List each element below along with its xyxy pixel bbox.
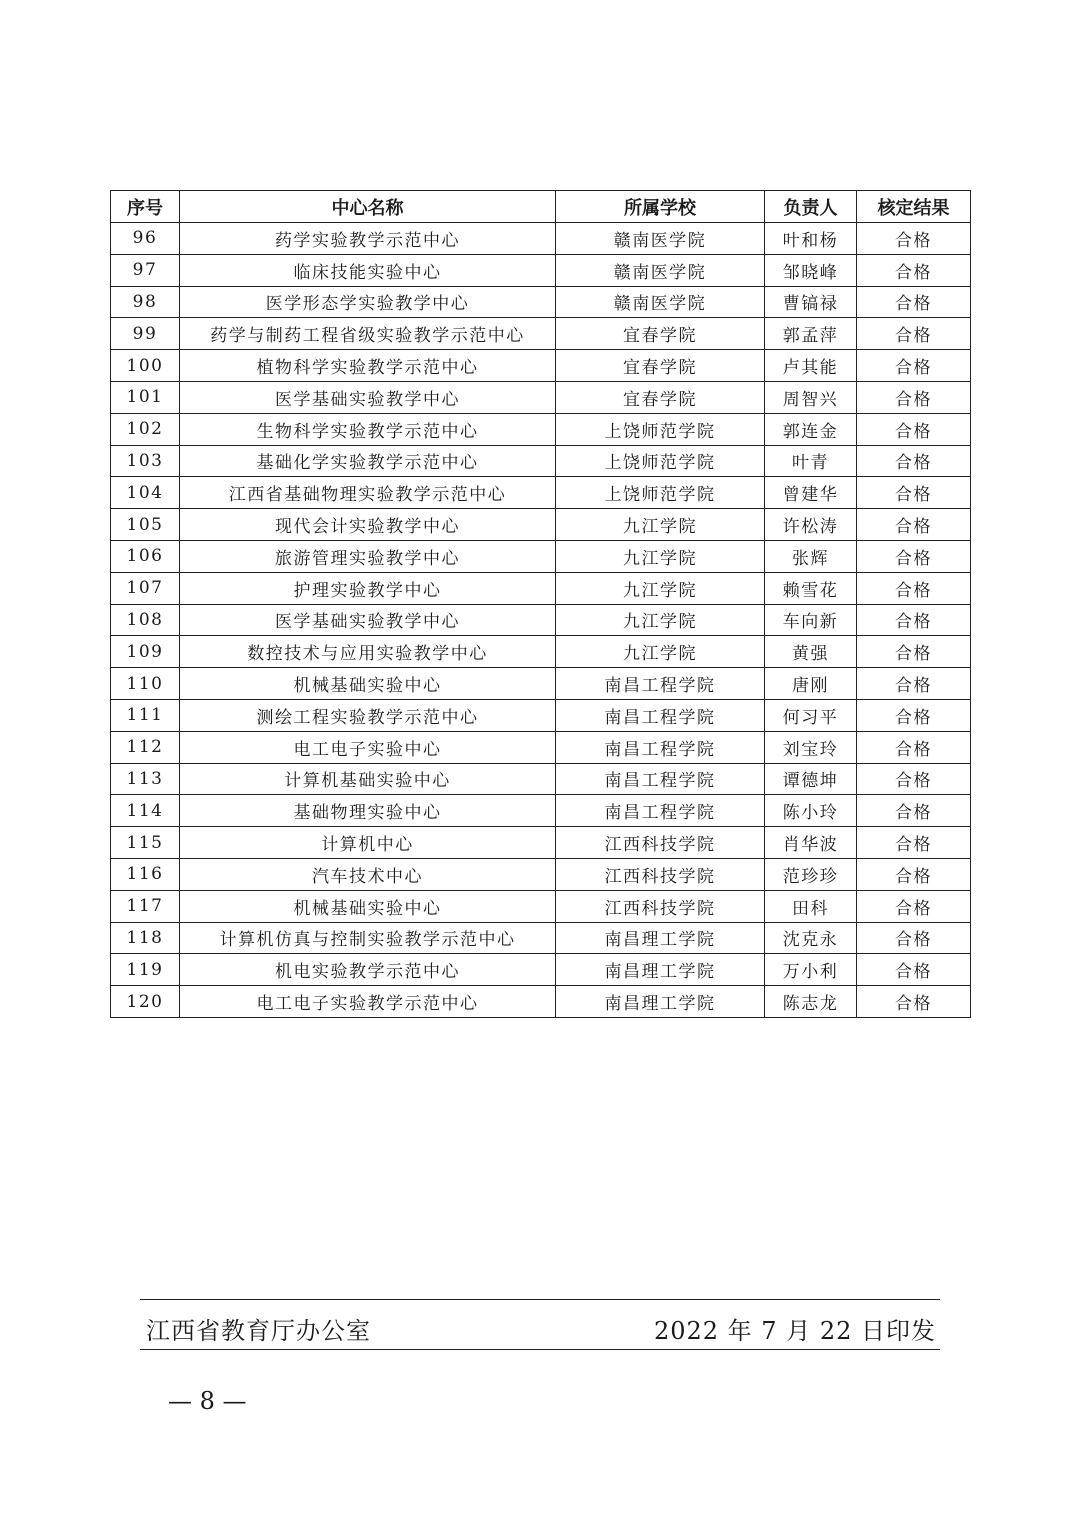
cell-index: 107 [111,572,180,604]
cell-center-name: 计算机仿真与控制实验教学示范中心 [180,922,556,954]
cell-school: 上饶师范学院 [556,413,765,445]
cell-center-name: 基础物理实验中心 [180,795,556,827]
cell-result: 合格 [857,731,971,763]
cell-result: 合格 [857,445,971,477]
table-row [111,254,971,286]
footer-divider-top [140,1299,940,1300]
cell-leader: 赖雪花 [765,572,857,604]
cell-leader: 曹镐禄 [765,286,857,318]
cell-center-name: 机械基础实验中心 [180,668,556,700]
cell-leader: 车向新 [765,604,857,636]
table-row [111,890,971,922]
table-row [111,922,971,954]
cell-leader: 范珍珍 [765,858,857,890]
cell-result: 合格 [857,763,971,795]
cell-result: 合格 [857,509,971,541]
cell-center-name: 江西省基础物理实验教学示范中心 [180,477,556,509]
cell-index: 116 [111,858,180,890]
cell-result: 合格 [857,858,971,890]
cell-leader: 叶青 [765,445,857,477]
cell-school: 赣南医学院 [556,254,765,286]
table-row [111,604,971,636]
cell-index: 108 [111,604,180,636]
cell-result: 合格 [857,413,971,445]
header-index: 序号 [111,191,180,223]
cell-index: 111 [111,699,180,731]
table-row [111,731,971,763]
cell-result: 合格 [857,890,971,922]
cell-index: 96 [111,223,180,255]
cell-index: 109 [111,636,180,668]
cell-leader: 周智兴 [765,381,857,413]
cell-center-name: 现代会计实验教学中心 [180,509,556,541]
header-center-name: 中心名称 [180,191,556,223]
cell-school: 宜春学院 [556,381,765,413]
table-row [111,858,971,890]
cell-result: 合格 [857,381,971,413]
cell-index: 117 [111,890,180,922]
cell-school: 九江学院 [556,636,765,668]
results-table [110,190,971,1018]
cell-result: 合格 [857,540,971,572]
cell-leader: 沈克永 [765,922,857,954]
cell-school: 南昌理工学院 [556,986,765,1018]
header-leader: 负责人 [765,191,857,223]
table-row [111,223,971,255]
cell-index: 99 [111,318,180,350]
cell-center-name: 数控技术与应用实验教学中心 [180,636,556,668]
table-body [111,223,971,1018]
cell-result: 合格 [857,827,971,859]
table-row [111,540,971,572]
cell-index: 106 [111,540,180,572]
cell-index: 115 [111,827,180,859]
header-result: 核定结果 [857,191,971,223]
cell-leader: 田科 [765,890,857,922]
table-row [111,954,971,986]
cell-index: 102 [111,413,180,445]
cell-center-name: 机电实验教学示范中心 [180,954,556,986]
cell-index: 104 [111,477,180,509]
cell-leader: 肖华波 [765,827,857,859]
table-row [111,381,971,413]
cell-result: 合格 [857,986,971,1018]
cell-index: 103 [111,445,180,477]
cell-result: 合格 [857,318,971,350]
cell-school: 南昌工程学院 [556,795,765,827]
cell-result: 合格 [857,254,971,286]
table-row [111,986,971,1018]
cell-result: 合格 [857,223,971,255]
table-row [111,572,971,604]
cell-result: 合格 [857,795,971,827]
cell-center-name: 电工电子实验教学示范中心 [180,986,556,1018]
table-row [111,413,971,445]
cell-center-name: 医学基础实验教学中心 [180,381,556,413]
cell-school: 宜春学院 [556,318,765,350]
cell-index: 110 [111,668,180,700]
cell-center-name: 临床技能实验中心 [180,254,556,286]
cell-school: 九江学院 [556,604,765,636]
cell-result: 合格 [857,572,971,604]
cell-index: 100 [111,350,180,382]
table-row [111,477,971,509]
cell-leader: 陈小玲 [765,795,857,827]
cell-leader: 万小利 [765,954,857,986]
cell-result: 合格 [857,954,971,986]
cell-index: 113 [111,763,180,795]
cell-school: 南昌理工学院 [556,922,765,954]
cell-center-name: 植物科学实验教学示范中心 [180,350,556,382]
cell-leader: 张辉 [765,540,857,572]
cell-school: 南昌理工学院 [556,954,765,986]
cell-result: 合格 [857,636,971,668]
cell-school: 九江学院 [556,509,765,541]
table-row [111,827,971,859]
table-header-row [111,191,971,223]
cell-center-name: 旅游管理实验教学中心 [180,540,556,572]
cell-index: 98 [111,286,180,318]
cell-center-name: 计算机基础实验中心 [180,763,556,795]
cell-index: 119 [111,954,180,986]
cell-center-name: 护理实验教学中心 [180,572,556,604]
cell-leader: 谭德坤 [765,763,857,795]
cell-leader: 曾建华 [765,477,857,509]
cell-school: 九江学院 [556,540,765,572]
cell-leader: 黄强 [765,636,857,668]
cell-center-name: 医学基础实验教学中心 [180,604,556,636]
cell-leader: 邹晓峰 [765,254,857,286]
table-row [111,318,971,350]
cell-center-name: 机械基础实验中心 [180,890,556,922]
cell-leader: 许松涛 [765,509,857,541]
cell-school: 赣南医学院 [556,223,765,255]
cell-center-name: 药学与制药工程省级实验教学示范中心 [180,318,556,350]
cell-leader: 唐刚 [765,668,857,700]
cell-school: 南昌工程学院 [556,763,765,795]
page-number: — 8 — [168,1387,247,1415]
table-row [111,445,971,477]
cell-index: 120 [111,986,180,1018]
cell-index: 97 [111,254,180,286]
cell-result: 合格 [857,286,971,318]
cell-school: 江西科技学院 [556,858,765,890]
cell-leader: 刘宝玲 [765,731,857,763]
cell-result: 合格 [857,350,971,382]
cell-school: 江西科技学院 [556,827,765,859]
table-row [111,699,971,731]
cell-center-name: 汽车技术中心 [180,858,556,890]
cell-index: 114 [111,795,180,827]
cell-school: 南昌工程学院 [556,699,765,731]
cell-school: 宜春学院 [556,350,765,382]
cell-index: 112 [111,731,180,763]
cell-center-name: 药学实验教学示范中心 [180,223,556,255]
cell-school: 九江学院 [556,572,765,604]
cell-result: 合格 [857,604,971,636]
table-row [111,636,971,668]
table-row [111,763,971,795]
issuing-office: 江西省教育厅办公室 [146,1317,371,1345]
cell-result: 合格 [857,922,971,954]
cell-index: 105 [111,509,180,541]
cell-leader: 郭连金 [765,413,857,445]
cell-center-name: 生物科学实验教学示范中心 [180,413,556,445]
cell-index: 101 [111,381,180,413]
header-school: 所属学校 [556,191,765,223]
cell-school: 南昌工程学院 [556,731,765,763]
cell-school: 南昌工程学院 [556,668,765,700]
cell-center-name: 医学形态学实验教学中心 [180,286,556,318]
cell-result: 合格 [857,699,971,731]
cell-leader: 卢其能 [765,350,857,382]
table-row [111,350,971,382]
table-row [111,795,971,827]
issue-date: 2022 年 7 月 22 日印发 [653,1317,936,1345]
cell-leader: 郭孟萍 [765,318,857,350]
table-row [111,286,971,318]
cell-result: 合格 [857,668,971,700]
cell-index: 118 [111,922,180,954]
cell-leader: 何习平 [765,699,857,731]
cell-center-name: 测绘工程实验教学示范中心 [180,699,556,731]
cell-school: 上饶师范学院 [556,445,765,477]
cell-center-name: 电工电子实验中心 [180,731,556,763]
table-row [111,509,971,541]
footer-divider-bottom [140,1349,940,1350]
cell-center-name: 计算机中心 [180,827,556,859]
cell-result: 合格 [857,477,971,509]
cell-leader: 陈志龙 [765,986,857,1018]
cell-school: 江西科技学院 [556,890,765,922]
cell-center-name: 基础化学实验教学示范中心 [180,445,556,477]
cell-school: 赣南医学院 [556,286,765,318]
cell-leader: 叶和杨 [765,223,857,255]
table-row [111,668,971,700]
cell-school: 上饶师范学院 [556,477,765,509]
